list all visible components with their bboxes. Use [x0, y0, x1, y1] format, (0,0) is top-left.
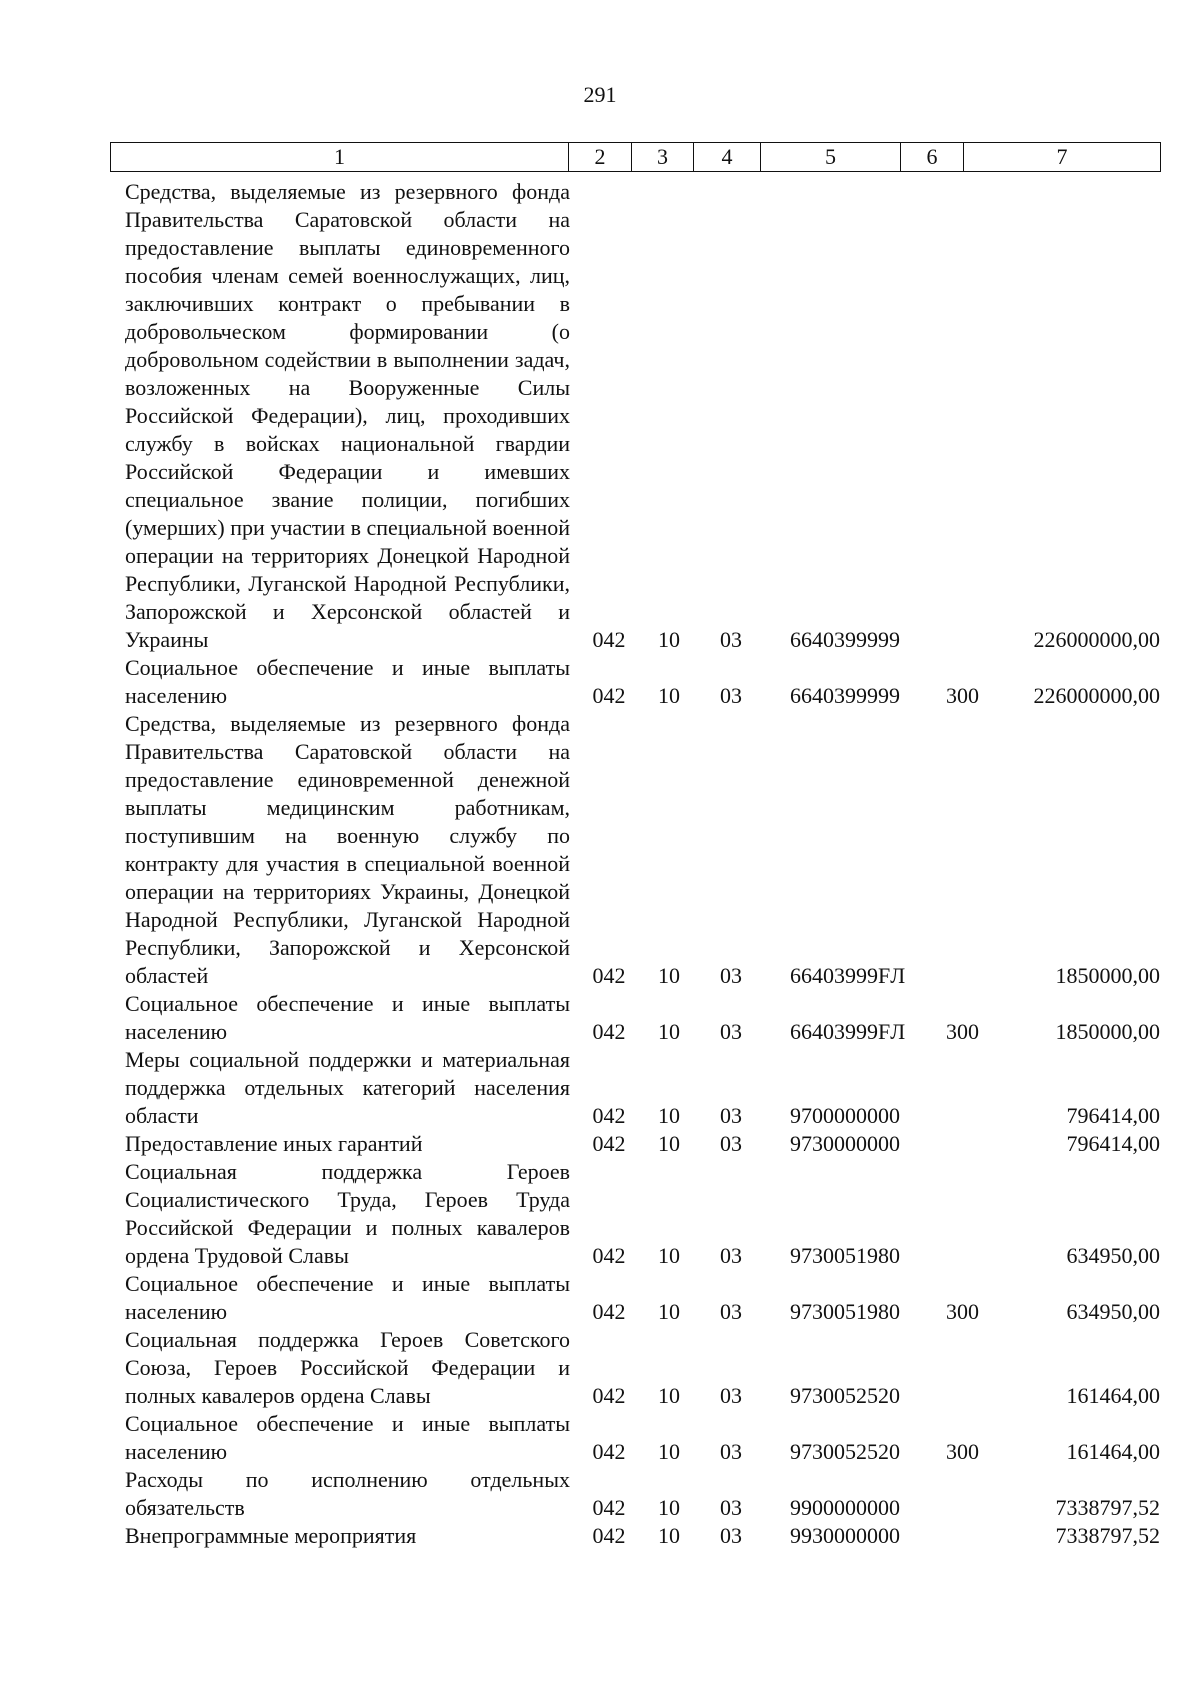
code-section: 10: [658, 1383, 680, 1408]
code-ministry: 042: [592, 1523, 626, 1548]
code-subsection: 03: [720, 1131, 742, 1156]
table-row: [0, 1326, 1200, 1410]
table-row: [0, 990, 1200, 1046]
code-ministry: 042: [592, 1299, 626, 1324]
table-row: [0, 654, 1200, 710]
code-target-article: 66403999FЛ: [790, 1019, 906, 1044]
code-section: 10: [658, 1495, 680, 1520]
code-section: 10: [658, 963, 680, 988]
table-row: [0, 1270, 1200, 1326]
code-section: 10: [658, 1243, 680, 1268]
code-ministry: 042: [592, 963, 626, 988]
amount: 634950,00: [1066, 1243, 1160, 1268]
column-header-3: 3: [632, 143, 694, 172]
table-row: [0, 1046, 1200, 1130]
row-description: Средства, выделяемые из резервного фонда Правительства Саратовской области на предоставление единовременной денежной выплаты медицинским работникам, поступившим на военную службу по контракту для участия в специальной военной операции на территориях Украины, Донецкой Народной Республики, Луганской Народной Республики, Запорожской и Херсонской областей: [125, 711, 570, 988]
table-row: [0, 1522, 1200, 1550]
page-number: 291: [583, 82, 617, 107]
code-target-article: 9730000000: [790, 1131, 900, 1156]
code-subsection: 03: [720, 627, 742, 652]
code-subsection: 03: [720, 1019, 742, 1044]
column-header-5: 5: [761, 143, 901, 172]
code-expense-type: 300: [946, 1019, 979, 1044]
amount: 1850000,00: [1055, 963, 1160, 988]
amount: 226000000,00: [1033, 683, 1160, 708]
table-row: [0, 1410, 1200, 1466]
code-subsection: 03: [720, 1383, 742, 1408]
row-description: Средства, выделяемые из резервного фонда Правительства Саратовской области на предоставление выплаты единовременного пособия членам семей военнослужащих, лиц, заключивших контракт о пребывании в добровольческом формировании (о добровольном содействии в выполнении задач, возложенных на Вооруженные Силы Российской Федерации), лиц, проходивших службу в войсках национальной гвардии Российской Федерации и имевших специальное звание полиции, погибших (умерших) при участии в специальной военной операции на территориях Донецкой Народной Республики, Луганской Народной Республики, Запорожской и Херсонской областей и Украины: [125, 179, 570, 652]
code-ministry: 042: [592, 1439, 626, 1464]
code-section: 10: [658, 627, 680, 652]
code-subsection: 03: [720, 1439, 742, 1464]
code-ministry: 042: [592, 1131, 626, 1156]
code-ministry: 042: [592, 1243, 626, 1268]
row-description: Меры социальной поддержки и материальная поддержка отдельных категорий населения области: [125, 1047, 570, 1128]
code-target-article: 6640399999: [790, 683, 900, 708]
column-header-table: [110, 142, 1161, 172]
column-header-1: 1: [111, 143, 569, 172]
amount: 796414,00: [1066, 1131, 1160, 1156]
column-header-row: [111, 143, 1161, 172]
code-section: 10: [658, 1523, 680, 1548]
code-expense-type: 300: [946, 1439, 979, 1464]
table-row: [0, 1158, 1200, 1270]
column-header-2: 2: [569, 143, 632, 172]
code-target-article: 6640399999: [790, 627, 900, 652]
code-expense-type: 300: [946, 683, 979, 708]
row-description: Социальное обеспечение и иные выплаты населению: [125, 1411, 570, 1464]
table-row: [0, 178, 1200, 654]
amount: 796414,00: [1066, 1103, 1160, 1128]
code-ministry: 042: [592, 627, 626, 652]
table-row: [0, 1130, 1200, 1158]
code-target-article: 9730052520: [790, 1439, 900, 1464]
code-ministry: 042: [592, 1019, 626, 1044]
amount: 161464,00: [1066, 1383, 1160, 1408]
row-description: Расходы по исполнению отдельных обязательств: [125, 1467, 570, 1520]
code-target-article: 9730051980: [790, 1299, 900, 1324]
table-row: [0, 1466, 1200, 1522]
table-row: [0, 710, 1200, 990]
row-description: Социальное обеспечение и иные выплаты населению: [125, 991, 570, 1044]
code-subsection: 03: [720, 1523, 742, 1548]
code-target-article: 66403999FЛ: [790, 963, 906, 988]
row-description: Предоставление иных гарантий: [125, 1131, 423, 1156]
code-target-article: 9930000000: [790, 1523, 900, 1548]
code-target-article: 9900000000: [790, 1495, 900, 1520]
code-section: 10: [658, 1439, 680, 1464]
budget-rows: [0, 178, 1200, 1550]
code-subsection: 03: [720, 1495, 742, 1520]
code-ministry: 042: [592, 683, 626, 708]
code-section: 10: [658, 1299, 680, 1324]
code-section: 10: [658, 683, 680, 708]
amount: 7338797,52: [1055, 1495, 1160, 1520]
column-header-4: 4: [694, 143, 761, 172]
code-target-article: 9700000000: [790, 1103, 900, 1128]
code-expense-type: 300: [946, 1299, 979, 1324]
column-header-6: 6: [901, 143, 964, 172]
code-section: 10: [658, 1131, 680, 1156]
code-ministry: 042: [592, 1495, 626, 1520]
code-target-article: 9730051980: [790, 1243, 900, 1268]
code-subsection: 03: [720, 963, 742, 988]
amount: 1850000,00: [1055, 1019, 1160, 1044]
amount: 161464,00: [1066, 1439, 1160, 1464]
code-subsection: 03: [720, 683, 742, 708]
code-subsection: 03: [720, 1299, 742, 1324]
row-description: Социальное обеспечение и иные выплаты населению: [125, 655, 570, 708]
code-subsection: 03: [720, 1243, 742, 1268]
row-description: Социальное обеспечение и иные выплаты населению: [125, 1271, 570, 1324]
code-subsection: 03: [720, 1103, 742, 1128]
amount: 226000000,00: [1033, 627, 1160, 652]
code-section: 10: [658, 1019, 680, 1044]
code-ministry: 042: [592, 1103, 626, 1128]
code-section: 10: [658, 1103, 680, 1128]
amount: 634950,00: [1066, 1299, 1160, 1324]
code-target-article: 9730052520: [790, 1383, 900, 1408]
column-header-7: 7: [964, 143, 1161, 172]
row-description: Социальная поддержка Героев Советского Союза, Героев Российской Федерации и полных кавалеров ордена Славы: [125, 1327, 570, 1408]
code-ministry: 042: [592, 1383, 626, 1408]
amount: 7338797,52: [1055, 1523, 1160, 1548]
row-description: Социальная поддержка Героев Социалистического Труда, Героев Труда Российской Федерации и полных кавалеров ордена Трудовой Славы: [125, 1159, 570, 1268]
row-description: Внепрограммные мероприятия: [125, 1523, 417, 1548]
